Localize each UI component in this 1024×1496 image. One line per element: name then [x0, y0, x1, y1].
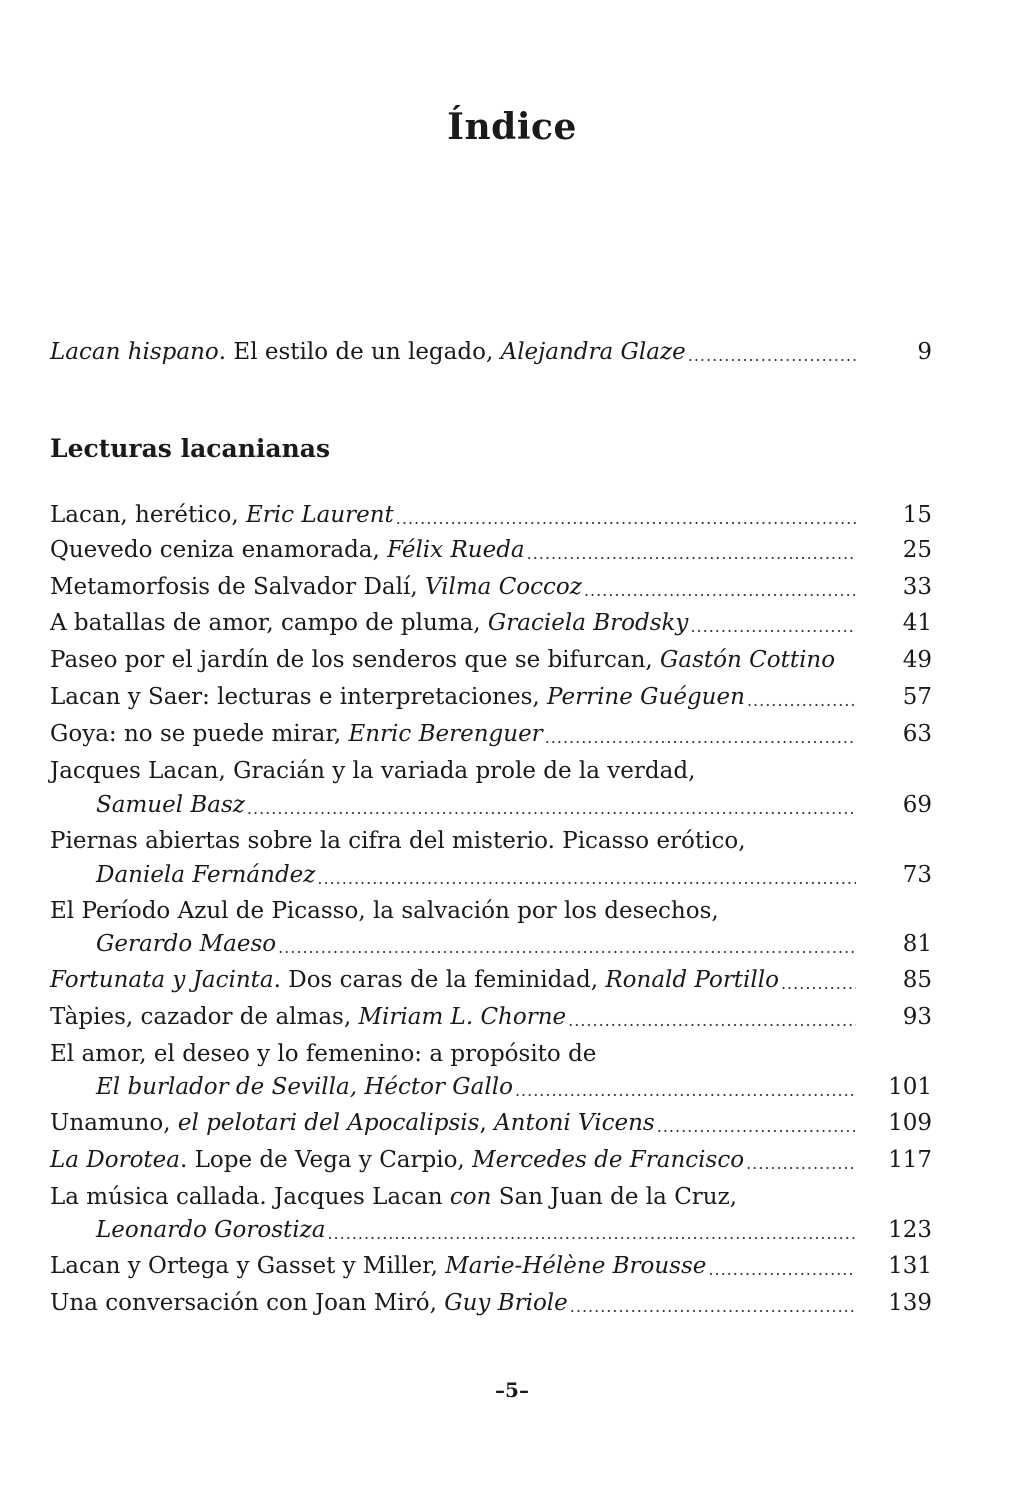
- toc-entry[interactable]: Una conversación con Joan Miró, Guy Briole ..... 139: [50, 1288, 932, 1318]
- leader-dots: [545, 727, 856, 749]
- toc-entry[interactable]: Lacan y Saer: lecturas e interpretaciones, Perrine Guéguen ..... 57: [50, 682, 932, 712]
- toc-entry-line2[interactable]: El burlador de Sevilla, Héctor Gallo ..... 101: [96, 1072, 932, 1102]
- leader-dots: [247, 798, 856, 820]
- toc-entry[interactable]: Unamuno, el pelotari del Apocalipsis, Antoni Vicens ..... 109: [50, 1108, 932, 1138]
- leader-dots: [781, 973, 856, 995]
- toc-entry-author: Eric Laurent: [246, 502, 394, 528]
- toc-page-number: 73: [902, 862, 932, 888]
- toc-entry[interactable]: Lacan, herético, Eric Laurent ..... 15: [50, 500, 932, 530]
- toc-entry-title: el pelotari del Apocalipsis: [177, 1110, 480, 1136]
- toc-page-number: 25: [902, 537, 932, 563]
- toc-entry-author: Perrine Guéguen: [547, 684, 745, 710]
- toc-page-number: 93: [902, 1004, 932, 1030]
- leader-dots: [568, 1010, 856, 1032]
- leader-dots: [527, 543, 856, 565]
- toc-page-number: 33: [902, 574, 932, 600]
- leader-dots: [746, 1153, 856, 1175]
- toc-entry-author: Miriam L. Chorne: [358, 1004, 567, 1030]
- toc-page-number: 109: [888, 1110, 932, 1136]
- leader-dots: [327, 1223, 856, 1245]
- toc-entry-title: La Dorotea: [50, 1147, 180, 1173]
- toc-entry-author: Ronald Portillo: [605, 967, 779, 993]
- toc-entry[interactable]: Quevedo ceniza enamorada, Félix Rueda ..... 25: [50, 535, 932, 565]
- leader-dots: [570, 1296, 856, 1318]
- toc-page-number: 139: [888, 1290, 932, 1316]
- toc-entry[interactable]: Tàpies, cazador de almas, Miriam L. Chorne ..... 93: [50, 1002, 932, 1032]
- toc-page-number: 49: [902, 647, 932, 673]
- toc-page-number: 63: [902, 721, 932, 747]
- toc-entry-author: Marie-Hélène Brousse: [445, 1253, 707, 1279]
- leader-dots: [278, 937, 856, 959]
- toc-page-number: 9: [917, 339, 932, 365]
- toc-entry-author: Héctor Gallo: [364, 1074, 513, 1100]
- toc-page-number: 117: [888, 1147, 932, 1173]
- toc-entry-line1[interactable]: La música callada. Jacques Lacan con San Juan de la Cruz,: [50, 1184, 738, 1210]
- toc-page-number: 101: [888, 1074, 932, 1100]
- toc-entry[interactable]: Goya: no se puede mirar, Enric Berenguer ..... 63: [50, 719, 932, 749]
- toc-page-number: 57: [902, 684, 932, 710]
- toc-entry-author: Graciela Brodsky: [487, 610, 689, 636]
- toc-entry-title: El burlador de Sevilla: [96, 1074, 350, 1100]
- toc-entry[interactable]: Metamorfosis de Salvador Dalí, Vilma Coccoz ..... 33: [50, 572, 932, 602]
- toc-entry-title: Lacan hispano: [50, 339, 219, 365]
- toc-entry-line1[interactable]: Piernas abiertas sobre la cifra del misterio. Picasso erótico,: [50, 828, 746, 854]
- leader-dots: [584, 580, 856, 602]
- toc-entry[interactable]: Paseo por el jardín de los senderos que se bifurcan, Gastón Cottino 49: [50, 647, 932, 673]
- toc-entry-author: Félix Rueda: [387, 537, 525, 563]
- toc-entry-line1[interactable]: El amor, el deseo y lo femenino: a propósito de: [50, 1041, 597, 1067]
- toc-entry-intro[interactable]: Lacan hispano. El estilo de un legado, Alejandra Glaze ..... 9: [50, 337, 932, 367]
- toc-entry[interactable]: A batallas de amor, campo de pluma, Graciela Brodsky ..... 41: [50, 608, 932, 638]
- toc-entry-author: Vilma Coccoz: [424, 574, 582, 600]
- leader-dots: [317, 868, 856, 890]
- toc-entry-line1[interactable]: El Período Azul de Picasso, la salvación por los desechos,: [50, 898, 719, 924]
- leader-dots: [515, 1080, 856, 1102]
- section-heading: Lecturas lacanianas: [50, 434, 331, 463]
- leader-dots: [747, 690, 856, 712]
- toc-page-number: 85: [902, 967, 932, 993]
- leader-dots: [657, 1116, 856, 1138]
- toc-entry[interactable]: Fortunata y Jacinta. Dos caras de la feminidad, Ronald Portillo ..... 85: [50, 965, 932, 995]
- toc-entry-author: Mercedes de Francisco: [472, 1147, 745, 1173]
- toc-entry-author: Enric Berenguer: [348, 721, 543, 747]
- toc-page-number: 69: [902, 792, 932, 818]
- page-title: Índice: [447, 106, 577, 148]
- toc-entry-line2[interactable]: [96, 860, 932, 890]
- toc-page-number: 15: [902, 502, 932, 528]
- toc-entry-title: Fortunata y Jacinta: [50, 967, 274, 993]
- leader-dots: [396, 508, 856, 530]
- toc-page-number: 41: [902, 610, 932, 636]
- leader-dots: [690, 616, 856, 638]
- leader-dots: [708, 1259, 856, 1281]
- page-number-folio: –5–: [495, 1378, 529, 1402]
- toc-entry-line2[interactable]: [96, 929, 932, 959]
- toc-entry-author: Alejandra Glaze: [500, 339, 686, 365]
- toc-entry-author: Gerardo Maeso: [96, 931, 277, 957]
- toc-entry-author: Samuel Basz: [96, 792, 245, 818]
- toc-entry-line2[interactable]: [96, 1215, 932, 1245]
- toc-entry-author: Daniela Fernández: [96, 862, 316, 888]
- toc-page-number: 123: [888, 1217, 932, 1243]
- toc-entry-author: Leonardo Gorostiza: [96, 1217, 326, 1243]
- toc-page-number: 131: [888, 1253, 932, 1279]
- toc-entry[interactable]: La Dorotea. Lope de Vega y Carpio, Mercedes de Francisco ..... 117: [50, 1145, 932, 1175]
- toc-entry[interactable]: Lacan y Ortega y Gasset y Miller, Marie-Hélène Brousse ..... 131: [50, 1251, 932, 1281]
- toc-entry-author: Antoni Vicens: [494, 1110, 655, 1136]
- toc-entry-line2[interactable]: [96, 790, 932, 820]
- leader-dots: [688, 345, 856, 367]
- toc-entry-author: Guy Briole: [444, 1290, 568, 1316]
- toc-entry-line1[interactable]: Jacques Lacan, Gracián y la variada prole de la verdad,: [50, 758, 696, 784]
- toc-entry-author: Gastón Cottino: [660, 647, 836, 673]
- toc-page-number: 81: [902, 931, 932, 957]
